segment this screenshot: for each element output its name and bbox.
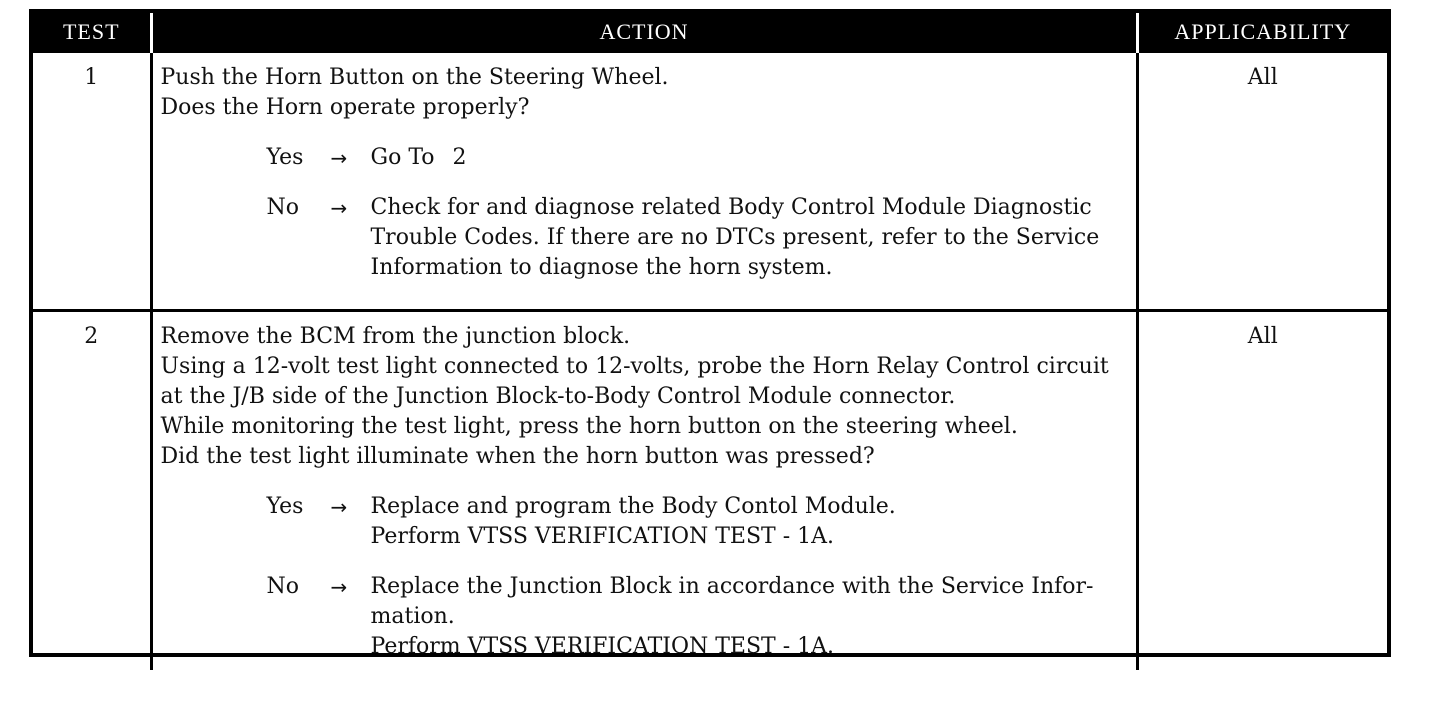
action-cell [151,311,1137,671]
applicability-cell: All [1137,52,1387,311]
no-label: No [266,195,299,220]
question-line: Using a 12-volt test light connected to 12-volts, probe the Horn Relay Control circuit [160,354,1109,379]
no-label: No [266,574,299,599]
goto-number: 2 [452,145,467,170]
test-number: 1 [33,52,151,311]
yes-text-line: Perform VTSS VERIFICATION TEST - 1A. [370,524,835,549]
right-arrow-icon: → [330,575,348,599]
question-line: Remove the BCM from the junction block. [160,324,631,349]
header-action: ACTION [151,13,1137,52]
yes-result [267,492,1130,552]
applicability-cell: All [1137,311,1387,671]
question-line: Push the Horn Button on the Steering Wheel. [160,65,669,90]
question-line: Does the Horn operate properly? [160,95,530,120]
yes-text-line: Replace and program the Body Contol Module. [370,494,896,519]
goto-text: Go To [370,145,435,170]
table-row [33,311,1387,671]
yes-text [371,492,1130,552]
header-test: TEST [33,13,151,52]
no-result [267,572,1130,662]
yes-label: Yes [266,494,304,519]
question-line: Did the test light illuminate when the horn button was pressed? [160,444,875,469]
no-text-line: Trouble Codes. If there are no DTCs present, refer to the Service [370,225,1100,250]
no-text-line: Perform VTSS VERIFICATION TEST - 1A. [370,634,835,659]
no-text-line: Information to diagnose the horn system. [370,255,833,280]
yes-result [267,143,1130,173]
yes-text [371,143,1130,173]
no-text [371,572,1130,662]
right-arrow-icon: → [330,146,348,170]
right-arrow-icon: → [330,495,348,519]
no-text [371,193,1130,283]
action-cell [151,52,1137,311]
test-number: 2 [33,311,151,671]
no-text-line: mation. [370,604,455,629]
no-text-line: Check for and diagnose related Body Control Module Diagnostic [370,195,1092,220]
diagnostic-table [33,13,1387,670]
right-arrow-icon: → [330,196,348,220]
header-row [33,13,1387,52]
no-result [267,193,1130,283]
question-line: While monitoring the test light, press the horn button on the steering wheel. [160,414,1018,439]
question-line: at the J/B side of the Junction Block-to-Body Control Module connector. [160,384,956,409]
yes-label: Yes [266,145,304,170]
header-applicability: APPLICABILITY [1137,13,1387,52]
no-text-line: Replace the Junction Block in accordance with the Service Infor- [370,574,1094,599]
table-row [33,52,1387,311]
diagnostic-table-frame [29,9,1391,657]
